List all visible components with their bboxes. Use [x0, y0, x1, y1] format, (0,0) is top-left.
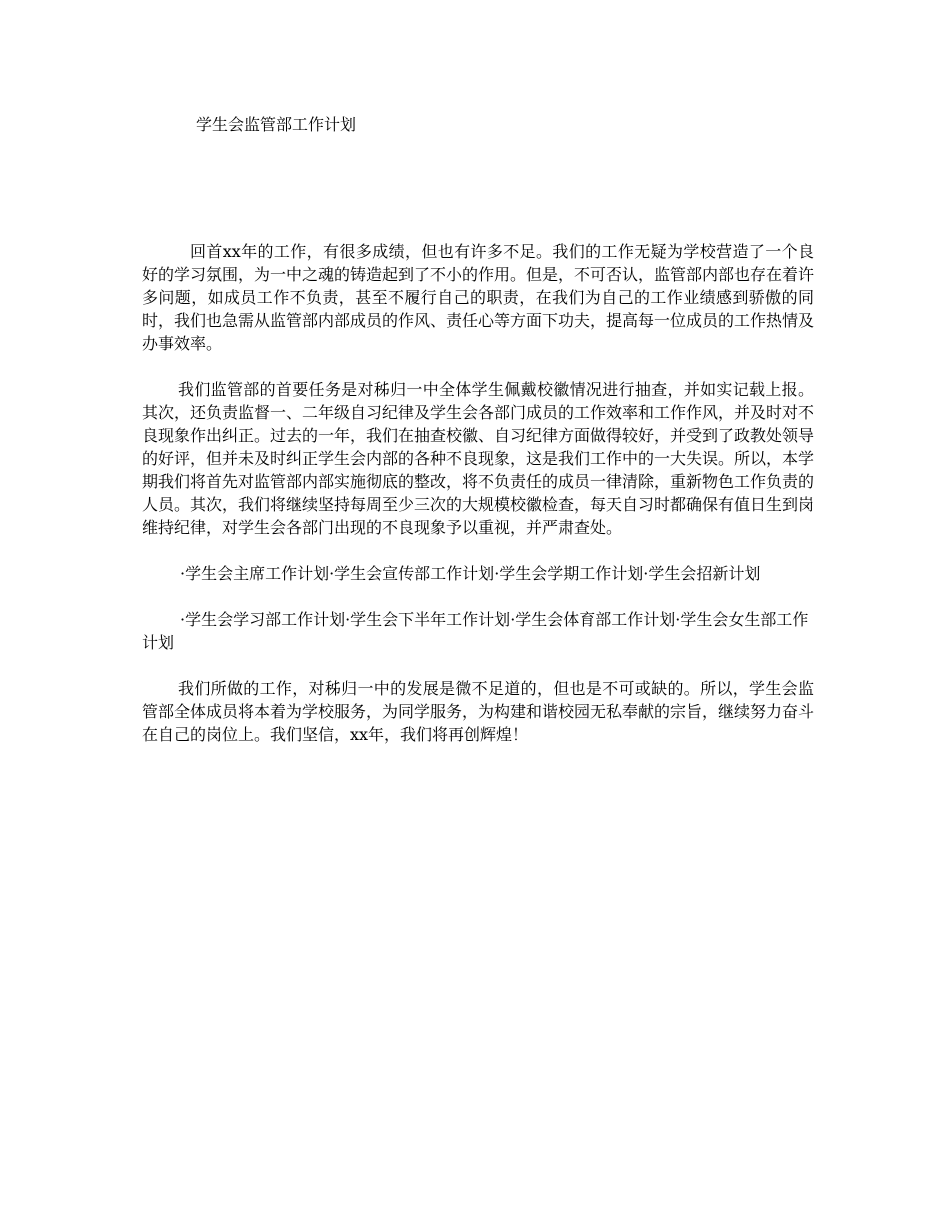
- link-sports-dept-plan[interactable]: ·学生会体育部工作计划: [510, 610, 676, 629]
- link-study-dept-plan[interactable]: ·学生会学习部工作计划: [180, 610, 346, 629]
- link-publicity-plan[interactable]: ·学生会宣传部工作计划: [329, 564, 495, 583]
- link-recruitment-plan[interactable]: ·学生会招新计划: [643, 564, 761, 583]
- related-links-group-1: [142, 562, 814, 585]
- document-body: [142, 240, 814, 769]
- link-semester-plan[interactable]: ·学生会学期工作计划: [494, 564, 644, 583]
- link-second-half-plan[interactable]: ·学生会下半年工作计划: [345, 610, 511, 629]
- paragraph-review: 回首xx年的工作，有很多成绩，但也有许多不足。我们的工作无疑为学校营造了一个良好的学习氛围，为一中之魂的铸造起到了不小的作用。但是，不可否认，监管部内部也存在着许多问题，如成员工作不负责，甚至不履行自己的职责，在我们为自己的工作业绩感到骄傲的同时，我们也急需从监管部内部成员的作风、责任心等方面下功夫，提高每一位成员的工作热情及办事效率。: [142, 242, 815, 353]
- link-girls-dept-plan[interactable]: ·学生会女生部工作计划: [142, 610, 809, 652]
- related-links-group-2: [142, 608, 814, 654]
- link-chairman-plan[interactable]: ·学生会主席工作计划: [180, 564, 330, 583]
- paragraph-tasks: 我们监管部的首要任务是对秭归一中全体学生佩戴校徽情况进行抽查，并如实记载上报。其次，还负责监督一、二年级自习纪律及学生会各部门成员的工作效率和工作作风，并及时对不良现象作出纠正。过去的一年，我们在抽查校徽、自习纪律方面做得较好，并受到了政教处领导的好评，但并未及时纠正学生会内部的各种不良现象，这是我们工作中的一大失误。所以，本学期我们将首先对监管部内部实施彻底的整改，将不负责任的成员一律清除，重新物色工作负责的人员。其次，我们将继续坚持每周至少三次的大规模校徽检查，每天自习时都确保有值日生到岗维持纪律，对学生会各部门出现的不良现象予以重视，并严肃查处。: [142, 380, 815, 537]
- paragraph-conclusion: 我们所做的工作，对秭归一中的发展是微不足道的，但也是不可或缺的。所以，学生会监管部全体成员将本着为学校服务，为同学服务，为构建和谐校园无私奉献的宗旨，继续努力奋斗在自己的岗位上。我们坚信，xx年，我们将再创辉煌！: [142, 679, 815, 744]
- document-title: 学生会监管部工作计划: [196, 115, 357, 134]
